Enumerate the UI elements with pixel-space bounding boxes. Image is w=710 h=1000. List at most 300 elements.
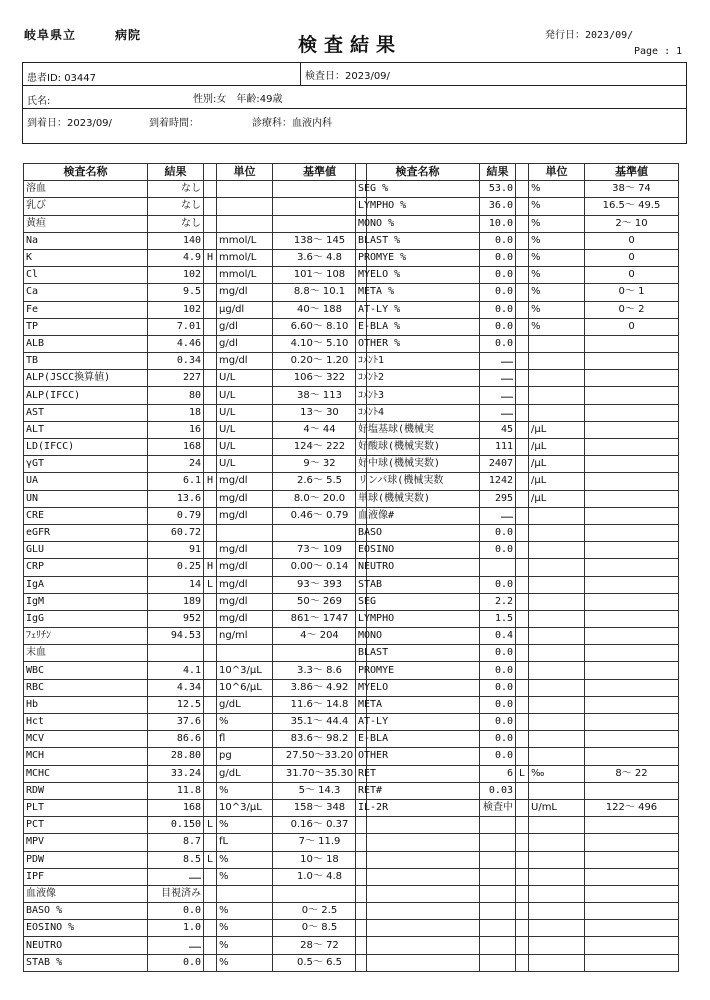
test-name: ALT <box>24 421 148 438</box>
table-row <box>24 679 367 696</box>
test-name: IPF <box>24 868 148 885</box>
flag <box>204 645 217 662</box>
result-value: 目視済み <box>148 885 204 902</box>
reference-range <box>585 885 679 902</box>
table-row <box>356 387 679 404</box>
results-table-left <box>23 163 367 972</box>
flag <box>516 267 529 284</box>
unit: U/L <box>217 456 273 473</box>
test-name: ｺﾒﾝﾄ4 <box>356 404 480 421</box>
test-name: 血液像# <box>356 507 480 524</box>
result-value <box>480 903 516 920</box>
test-name: BASO <box>356 524 480 541</box>
unit <box>529 576 585 593</box>
flag <box>516 404 529 421</box>
result-value: 16 <box>148 421 204 438</box>
table-row <box>356 937 679 954</box>
table-row <box>356 765 679 782</box>
reference-range <box>585 696 679 713</box>
reference-range: 4～ 44 <box>273 421 367 438</box>
result-value: 0.0 <box>480 662 516 679</box>
table-row <box>356 215 679 232</box>
reference-range: 8.8～ 10.1 <box>273 284 367 301</box>
unit: % <box>217 954 273 971</box>
result-value: 0.0 <box>480 284 516 301</box>
reference-range: 0.46～ 0.79 <box>273 507 367 524</box>
table-row <box>24 954 367 971</box>
table-row <box>356 696 679 713</box>
unit <box>529 335 585 352</box>
test-name: IgA <box>24 576 148 593</box>
table-row <box>356 232 679 249</box>
table-row <box>24 817 367 834</box>
reference-range: 83.6～ 98.2 <box>273 731 367 748</box>
flag <box>516 353 529 370</box>
table-header <box>24 164 367 181</box>
test-name: NEUTRO <box>356 559 480 576</box>
reference-range <box>273 198 367 215</box>
unit: pg <box>217 748 273 765</box>
test-name: STAB <box>356 576 480 593</box>
test-name <box>356 885 480 902</box>
flag <box>516 696 529 713</box>
flag <box>204 748 217 765</box>
reference-range <box>585 714 679 731</box>
flag <box>516 885 529 902</box>
result-value: なし <box>148 181 204 198</box>
flag <box>516 782 529 799</box>
table-row <box>356 645 679 662</box>
reference-range: 3.6～ 4.8 <box>273 249 367 266</box>
result-value <box>480 920 516 937</box>
test-name: E-BLA % <box>356 318 480 335</box>
unit: % <box>529 249 585 266</box>
flag <box>516 456 529 473</box>
col-header-result: 結果 <box>148 164 204 181</box>
test-name: EOSINO % <box>24 920 148 937</box>
unit: % <box>217 851 273 868</box>
table-row <box>24 851 367 868</box>
test-name: RET# <box>356 782 480 799</box>
unit: g/dl <box>217 335 273 352</box>
reference-range: 4～ 204 <box>273 628 367 645</box>
table-row <box>356 799 679 816</box>
flag <box>516 731 529 748</box>
result-value: 53.0 <box>480 181 516 198</box>
result-value: 14 <box>148 576 204 593</box>
table-row <box>24 748 367 765</box>
result-value: 37.6 <box>148 714 204 731</box>
test-name: STAB % <box>24 954 148 971</box>
reference-range: 13～ 30 <box>273 404 367 421</box>
unit: % <box>529 301 585 318</box>
result-value: 168 <box>148 439 204 456</box>
reference-range <box>585 731 679 748</box>
flag <box>516 370 529 387</box>
reference-range <box>585 439 679 456</box>
flag: H <box>204 249 217 266</box>
flag <box>516 232 529 249</box>
col-header-unit: 単位 <box>529 164 585 181</box>
result-value: 0.0 <box>480 731 516 748</box>
test-name: MCHC <box>24 765 148 782</box>
reference-range <box>273 181 367 198</box>
test-name: OTHER % <box>356 335 480 352</box>
unit: 10^6/μL <box>217 679 273 696</box>
reference-range <box>585 868 679 885</box>
result-value: 6 <box>480 765 516 782</box>
result-value: 0.0 <box>480 679 516 696</box>
test-name: CRE <box>24 507 148 524</box>
unit: ng/ml <box>217 628 273 645</box>
test-name: ｺﾒﾝﾄ2 <box>356 370 480 387</box>
result-value: 0.79 <box>148 507 204 524</box>
reference-range: 0 <box>585 249 679 266</box>
unit: /μL <box>529 421 585 438</box>
reference-range: 0 <box>585 267 679 284</box>
flag <box>516 318 529 335</box>
flag <box>204 318 217 335</box>
reference-range: 0.5～ 6.5 <box>273 954 367 971</box>
test-name: AT-LY % <box>356 301 480 318</box>
reference-range: 4.10～ 5.10 <box>273 335 367 352</box>
test-name: 好塩基球(機械実 <box>356 421 480 438</box>
flag <box>516 490 529 507</box>
table-row <box>24 714 367 731</box>
unit: mmol/L <box>217 249 273 266</box>
flag <box>516 421 529 438</box>
flag <box>516 507 529 524</box>
result-value <box>480 885 516 902</box>
reference-range <box>585 920 679 937</box>
table-row <box>356 524 679 541</box>
test-name: PCT <box>24 817 148 834</box>
flag <box>204 181 217 198</box>
reference-range: 861～ 1747 <box>273 610 367 627</box>
unit: % <box>217 714 273 731</box>
unit <box>217 181 273 198</box>
table-row <box>356 868 679 885</box>
result-value: 0.0 <box>480 576 516 593</box>
result-value: 12.5 <box>148 696 204 713</box>
reference-range: 40～ 188 <box>273 301 367 318</box>
test-name: 黄疸 <box>24 215 148 232</box>
col-header-test: 検査名称 <box>24 164 148 181</box>
test-name: LYMPHO <box>356 610 480 627</box>
unit: % <box>217 903 273 920</box>
reference-range: 0.16～ 0.37 <box>273 817 367 834</box>
test-name: ｺﾒﾝﾄ1 <box>356 353 480 370</box>
reference-range <box>273 215 367 232</box>
result-value <box>480 851 516 868</box>
result-value: 0.0 <box>480 748 516 765</box>
test-name: eGFR <box>24 524 148 541</box>
reference-range <box>585 645 679 662</box>
result-value: 18 <box>148 404 204 421</box>
unit <box>529 731 585 748</box>
result-value: …… <box>148 868 204 885</box>
reference-range: 3.3～ 8.6 <box>273 662 367 679</box>
flag <box>204 799 217 816</box>
hospital-name: 岐阜県立 病院 <box>24 28 142 42</box>
test-name: LD(IFCC) <box>24 439 148 456</box>
flag <box>516 799 529 816</box>
unit: fL <box>217 834 273 851</box>
result-value: 33.24 <box>148 765 204 782</box>
unit <box>529 748 585 765</box>
test-name: MYELO % <box>356 267 480 284</box>
unit: U/L <box>217 404 273 421</box>
unit: mg/dl <box>217 610 273 627</box>
unit <box>529 645 585 662</box>
reference-range <box>585 353 679 370</box>
flag <box>516 198 529 215</box>
flag <box>204 456 217 473</box>
unit: /μL <box>529 439 585 456</box>
result-value: 4.1 <box>148 662 204 679</box>
unit <box>529 903 585 920</box>
result-value: 295 <box>480 490 516 507</box>
reference-range <box>585 576 679 593</box>
unit: % <box>217 868 273 885</box>
flag <box>204 885 217 902</box>
result-value: 0.0 <box>480 542 516 559</box>
unit <box>529 662 585 679</box>
reference-range <box>585 817 679 834</box>
table-row <box>356 473 679 490</box>
table-row <box>24 181 367 198</box>
result-value: 189 <box>148 593 204 610</box>
table-row <box>24 576 367 593</box>
table-row <box>24 559 367 576</box>
unit: g/dl <box>217 318 273 335</box>
table-row <box>24 731 367 748</box>
flag <box>204 353 217 370</box>
test-name: ALP(IFCC) <box>24 387 148 404</box>
test-name: PDW <box>24 851 148 868</box>
result-value <box>480 817 516 834</box>
flag <box>516 542 529 559</box>
result-value: 0.0 <box>480 524 516 541</box>
flag <box>204 215 217 232</box>
flag: L <box>516 765 529 782</box>
unit: mg/dl <box>217 284 273 301</box>
flag: H <box>204 473 217 490</box>
result-value: 10.0 <box>480 215 516 232</box>
flag: L <box>204 851 217 868</box>
result-value: 86.6 <box>148 731 204 748</box>
test-name: WBC <box>24 662 148 679</box>
test-name: CRP <box>24 559 148 576</box>
table-row <box>356 353 679 370</box>
table-row <box>24 610 367 627</box>
test-name: 好中球(機械実数) <box>356 456 480 473</box>
flag <box>516 920 529 937</box>
test-name: Hct <box>24 714 148 731</box>
test-name: 好酸球(機械実数) <box>356 439 480 456</box>
col-header-flag <box>204 164 217 181</box>
reference-range <box>585 679 679 696</box>
reference-range: 0.20～ 1.20 <box>273 353 367 370</box>
unit <box>529 353 585 370</box>
table-row <box>24 335 367 352</box>
test-name: AT-LY <box>356 714 480 731</box>
unit <box>217 645 273 662</box>
flag <box>516 714 529 731</box>
table-row <box>356 920 679 937</box>
test-name: RDW <box>24 782 148 799</box>
reference-range: 38～ 113 <box>273 387 367 404</box>
test-name <box>356 937 480 954</box>
reference-range: 8.0～ 20.0 <box>273 490 367 507</box>
unit: mg/dl <box>217 490 273 507</box>
table-row <box>24 645 367 662</box>
reference-range <box>585 404 679 421</box>
result-value: 60.72 <box>148 524 204 541</box>
result-value: 0.25 <box>148 559 204 576</box>
flag <box>204 507 217 524</box>
flag <box>516 439 529 456</box>
reference-range: 9～ 32 <box>273 456 367 473</box>
result-value: 0.0 <box>480 714 516 731</box>
reference-range <box>585 456 679 473</box>
col-header-result: 結果 <box>480 164 516 181</box>
reference-range: 93～ 393 <box>273 576 367 593</box>
reference-range: 5～ 14.3 <box>273 782 367 799</box>
table-row <box>24 387 367 404</box>
result-value: 0.4 <box>480 628 516 645</box>
unit: U/L <box>217 387 273 404</box>
unit: mg/dl <box>217 507 273 524</box>
result-value: 0.0 <box>480 232 516 249</box>
unit <box>529 782 585 799</box>
table-row <box>356 954 679 971</box>
reference-range: 7～ 11.9 <box>273 834 367 851</box>
table-row <box>24 456 367 473</box>
table-row <box>356 593 679 610</box>
table-row <box>24 490 367 507</box>
reference-range: 1.0～ 4.8 <box>273 868 367 885</box>
result-value: 102 <box>148 267 204 284</box>
flag <box>204 714 217 731</box>
reference-range: 101～ 108 <box>273 267 367 284</box>
table-row <box>356 885 679 902</box>
unit <box>529 834 585 851</box>
unit <box>529 851 585 868</box>
table-row <box>24 473 367 490</box>
table-row <box>356 267 679 284</box>
reference-range <box>585 335 679 352</box>
result-value: 91 <box>148 542 204 559</box>
flag <box>204 335 217 352</box>
table-row <box>24 920 367 937</box>
unit: mg/dl <box>217 593 273 610</box>
test-name: SEG % <box>356 181 480 198</box>
test-name: Cl <box>24 267 148 284</box>
result-value: 952 <box>148 610 204 627</box>
unit: mg/dl <box>217 542 273 559</box>
flag <box>204 765 217 782</box>
unit <box>529 885 585 902</box>
flag <box>204 954 217 971</box>
reference-range <box>585 954 679 971</box>
unit: /μL <box>529 456 585 473</box>
unit <box>529 593 585 610</box>
table-row <box>356 714 679 731</box>
reference-range: 11.6～ 14.8 <box>273 696 367 713</box>
reference-range: 31.70～35.30 <box>273 765 367 782</box>
result-value: 4.34 <box>148 679 204 696</box>
result-value: 28.80 <box>148 748 204 765</box>
reference-range <box>585 834 679 851</box>
unit: % <box>529 198 585 215</box>
result-value: …… <box>480 387 516 404</box>
table-row <box>356 181 679 198</box>
reference-range: 3.86～ 4.92 <box>273 679 367 696</box>
test-name: TB <box>24 353 148 370</box>
department: 診療科：血液内科 <box>252 118 332 129</box>
result-value: 0.03 <box>480 782 516 799</box>
reference-range <box>585 370 679 387</box>
table-row <box>24 353 367 370</box>
flag <box>204 834 217 851</box>
reference-range: 28～ 72 <box>273 937 367 954</box>
reference-range <box>585 387 679 404</box>
test-name: META % <box>356 284 480 301</box>
reference-range: 0～ 8.5 <box>273 920 367 937</box>
result-value: 0.0 <box>148 903 204 920</box>
table-row <box>356 301 679 318</box>
test-name: IL-2R <box>356 799 480 816</box>
flag <box>204 524 217 541</box>
col-header-flag <box>516 164 529 181</box>
test-name: E-BLA <box>356 731 480 748</box>
test-name: LYMPHO % <box>356 198 480 215</box>
reference-range <box>585 593 679 610</box>
reference-range <box>273 885 367 902</box>
table-row <box>24 782 367 799</box>
test-name: BLAST <box>356 645 480 662</box>
reference-range <box>585 421 679 438</box>
flag <box>516 748 529 765</box>
flag <box>516 903 529 920</box>
reference-range <box>585 473 679 490</box>
flag <box>516 851 529 868</box>
table-row <box>356 318 679 335</box>
reference-range <box>585 937 679 954</box>
test-name: NEUTRO <box>24 937 148 954</box>
unit <box>529 387 585 404</box>
unit <box>529 817 585 834</box>
unit <box>529 937 585 954</box>
flag <box>204 267 217 284</box>
table-row <box>24 662 367 679</box>
flag <box>516 181 529 198</box>
result-value: 13.6 <box>148 490 204 507</box>
result-value: 7.01 <box>148 318 204 335</box>
unit: g/dL <box>217 696 273 713</box>
result-value: 227 <box>148 370 204 387</box>
result-value <box>480 834 516 851</box>
table-row <box>24 370 367 387</box>
reference-range <box>585 748 679 765</box>
test-name: γGT <box>24 456 148 473</box>
flag <box>516 284 529 301</box>
test-name: MCH <box>24 748 148 765</box>
reference-range: 0～ 1 <box>585 284 679 301</box>
flag <box>204 628 217 645</box>
result-value <box>480 559 516 576</box>
